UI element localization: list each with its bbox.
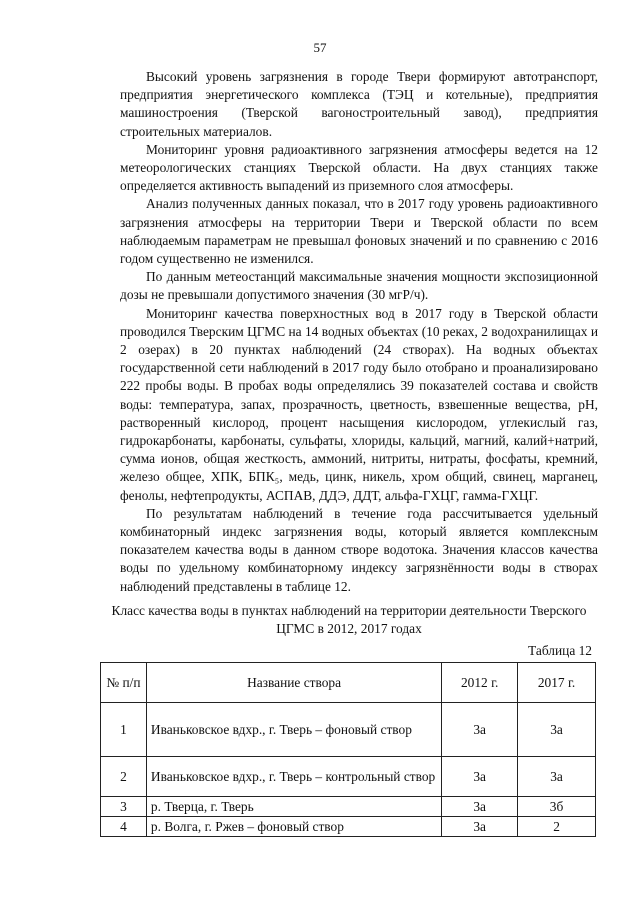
table-row bbox=[101, 817, 596, 837]
page-number: 57 bbox=[313, 40, 327, 55]
table-header-row bbox=[101, 663, 596, 703]
table-caption: Класс качества воды в пунктах наблюдений на территории деятельности Тверского ЦГМС в 2012, 2017 годах bbox=[111, 603, 587, 636]
header-num: № п/п bbox=[101, 663, 147, 703]
cell-num: 2 bbox=[101, 757, 147, 797]
cell-2017: 3а bbox=[518, 757, 596, 797]
cell-2012: 3а bbox=[442, 817, 518, 837]
cell-2017: 3а bbox=[518, 703, 596, 757]
paragraph: Мониторинг качества поверхностных вод в 2017 году в Тверской области проводился Тверским ЦГМС на 14 водных объектах (10 реках, 2 водохранилищах и 2 озерах) в 20 пунктах наблюдений (24 створах). На водных объектах государственной сети наблюдений в 2017 году было отобрано и проанализировано 222 пробы воды. В пробах воды определялись 39 показателей состава и свойств воды: температура, запах, прозрачность, цветность, взвешенные вещества, pH, растворенный кислород, процент насыщения кислородом, углекислый газ, гидрокарбонаты, карбонаты, сульфаты, хлориды, кальций, магний, калий+натрий, сумма ионов, общая жесткость, аммоний, нитриты, нитраты, фосфаты, кремний, железо общее, ХПК, БПК₅, медь, цинк, никель, хром общий, свинец, марганец, фенолы, нефтепродукты, АСПАВ, ДДЭ, ДДТ, альфа-ГХЦГ, гамма-ГХЦГ. bbox=[120, 305, 598, 503]
cell-2012: 3а bbox=[442, 703, 518, 757]
cell-name: Иваньковское вдхр., г. Тверь – фоновый створ bbox=[146, 703, 441, 757]
cell-name: Иваньковское вдхр., г. Тверь – контрольный створ bbox=[146, 757, 441, 797]
cell-num: 3 bbox=[101, 797, 147, 817]
table-row bbox=[101, 797, 596, 817]
table-row bbox=[101, 757, 596, 797]
header-2017: 2017 г. bbox=[518, 663, 596, 703]
cell-2012: 3а bbox=[442, 757, 518, 797]
cell-name: р. Тверца, г. Тверь bbox=[146, 797, 441, 817]
table-row bbox=[101, 703, 596, 757]
table-label: Таблица 12 bbox=[528, 643, 592, 658]
cell-num: 1 bbox=[101, 703, 147, 757]
cell-2012: 3а bbox=[442, 797, 518, 817]
cell-2017: 3б bbox=[518, 797, 596, 817]
water-quality-table bbox=[100, 662, 596, 837]
paragraph: По результатам наблюдений в течение года рассчитывается удельный комбинаторный индекс загрязнения воды, который является комплексным показателем качества воды в данном створе водотока. Значения классов качества воды по удельному комбинаторному индексу загрязнённости воды в створах наблюдений представлены в таблице 12. bbox=[120, 505, 598, 594]
paragraph: Анализ полученных данных показал, что в 2017 году уровень радиоактивного загрязнения атмосферы на территории Твери и Тверской области по всем наблюдаемым параметрам не превышал фоновых значений и по сравнению с 2016 годом существенно не изменился. bbox=[120, 196, 598, 267]
body-text bbox=[120, 68, 598, 596]
cell-2017: 2 bbox=[518, 817, 596, 837]
header-name: Название створа bbox=[146, 663, 441, 703]
header-2012: 2012 г. bbox=[442, 663, 518, 703]
paragraph: По данным метеостанций максимальные значения мощности экспозиционной дозы не превышали допустимого значения (30 мгР/ч). bbox=[120, 269, 598, 303]
cell-num: 4 bbox=[101, 817, 147, 837]
cell-name: р. Волга, г. Ржев – фоновый створ bbox=[146, 817, 441, 837]
paragraph: Высокий уровень загрязнения в городе Твери формируют автотранспорт, предприятия энергетического комплекса (ТЭЦ и котельные), предприятия машиностроения (Тверской вагоностроительный завод), предприятия строительных материалов. bbox=[120, 69, 598, 139]
paragraph: Мониторинг уровня радиоактивного загрязнения атмосферы ведется на 12 метеорологических станциях Тверской области. На двух станциях также определяется активность выпадений из приземного слоя атмосферы. bbox=[120, 141, 598, 194]
